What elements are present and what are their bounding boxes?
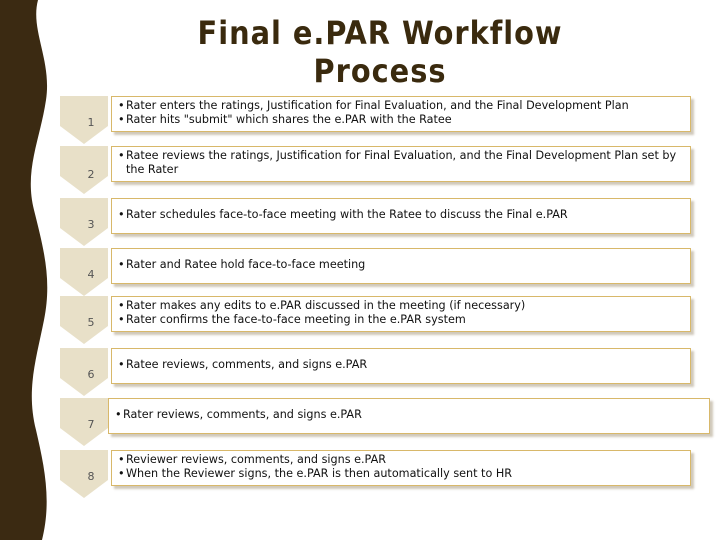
step-text-box <box>108 398 710 434</box>
workflow-step-7 <box>60 398 700 442</box>
workflow-step-3 <box>60 198 700 242</box>
step-bullet: • Rater reviews, comments, and signs e.PAR <box>115 408 709 422</box>
step-text-box <box>111 450 691 486</box>
step-number: 6 <box>87 368 95 381</box>
step-text-box <box>111 248 691 284</box>
step-number: 4 <box>87 268 95 281</box>
step-text-box <box>111 198 691 234</box>
step-bullet: • Rater enters the ratings, Justification for Final Evaluation, and the Final Development Plan <box>118 99 690 113</box>
workflow-step-6 <box>60 348 700 392</box>
workflow-step-1 <box>60 96 700 140</box>
step-number: 2 <box>87 168 95 181</box>
step-text-box <box>111 296 691 332</box>
step-bullet: • Rater hits "submit" which shares the e.PAR with the Ratee <box>118 113 690 127</box>
step-number: 3 <box>87 218 95 231</box>
step-bullet: • Reviewer reviews, comments, and signs e.PAR <box>118 453 690 467</box>
workflow-step-8 <box>60 450 700 494</box>
step-number: 1 <box>87 116 95 129</box>
page-title: Final e.PAR Workflow Process <box>197 14 563 90</box>
step-bullet: • When the Reviewer signs, the e.PAR is then automatically sent to HR <box>118 467 690 481</box>
step-number: 5 <box>87 316 95 329</box>
step-text-box <box>111 146 691 182</box>
step-bullet: • Rater makes any edits to e.PAR discussed in the meeting (if necessary) <box>118 299 690 313</box>
step-number: 8 <box>87 470 95 483</box>
step-bullet: • Ratee reviews, comments, and signs e.PAR <box>118 358 690 372</box>
step-bullet: • Rater schedules face-to-face meeting with the Ratee to discuss the Final e.PAR <box>118 208 690 222</box>
step-bullet: • Rater and Ratee hold face-to-face meeting <box>118 258 690 272</box>
workflow-step-2 <box>60 146 700 190</box>
step-text-box <box>111 96 691 132</box>
workflow-step-4 <box>60 248 700 292</box>
workflow-step-5 <box>60 296 700 340</box>
step-bullet: • Rater confirms the face-to-face meeting in the e.PAR system <box>118 313 690 327</box>
step-number: 7 <box>87 418 95 431</box>
step-text-box <box>111 348 691 384</box>
step-bullet: • Ratee reviews the ratings, Justification for Final Evaluation, and the Final Development Plan set by the Rater <box>118 149 690 177</box>
